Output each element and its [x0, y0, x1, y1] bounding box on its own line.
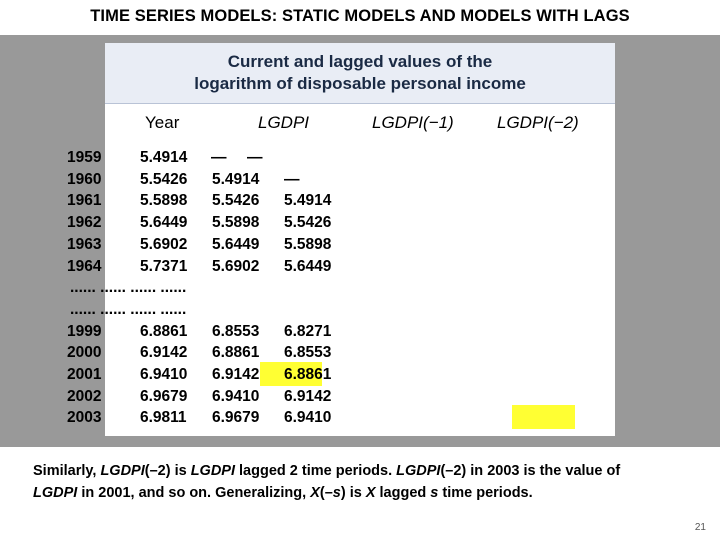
- cell-lag1: —: [211, 149, 227, 166]
- cell-lag2: 5.4914: [284, 192, 332, 210]
- cell-lag2: —: [284, 170, 300, 188]
- header-divider: [105, 103, 615, 104]
- cell-year: 1962: [67, 214, 102, 232]
- cell-year: 2001: [67, 366, 102, 383]
- caption-line-1: Similarly, LGDPI(–2) is LGDPI lagged 2 time periods. LGDPI(–2) in 2003 is the value of: [33, 463, 621, 479]
- table-title-line1: Current and lagged values of the: [227, 52, 493, 71]
- cell-lag2: 6.9410: [284, 409, 332, 427]
- cell-lgdpi: 6.9679: [140, 387, 188, 405]
- cell-lag1: 6.8553: [212, 322, 260, 340]
- caption: [33, 460, 693, 504]
- cell-lgdpi: 5.6902: [140, 235, 188, 253]
- cell-lag2: 6.8271: [284, 322, 332, 340]
- table-title-line2: logarithm of disposable personal income: [194, 74, 526, 93]
- cell-year: 2000: [67, 344, 102, 362]
- table-header-area: [105, 43, 615, 103]
- column-header-lgdpi-lag2: LGDPI(−2): [497, 113, 579, 132]
- cell-lag1: 6.9142: [212, 366, 260, 383]
- cell-lag1: 6.9679: [212, 409, 260, 427]
- slide-title: TIME SERIES MODELS: STATIC MODELS AND MODELS WITH LAGS: [90, 7, 630, 25]
- cell-lag1: 5.4914: [212, 170, 260, 188]
- ellipsis-text: ...... ...... ...... ......: [70, 300, 187, 318]
- cell-year: 1963: [67, 235, 102, 253]
- cell-year: 2002: [67, 387, 102, 405]
- cell-lgdpi: 5.5898: [140, 192, 188, 210]
- cell-lgdpi: 6.8861: [140, 322, 188, 340]
- cell-year: 1959: [67, 149, 102, 166]
- cell-lag2: 5.5426: [284, 214, 332, 232]
- cell-lgdpi: 6.9142: [140, 344, 188, 362]
- column-header-year: Year: [145, 113, 180, 132]
- cell-year: 1960: [67, 170, 102, 188]
- cell-year: 2003: [67, 409, 102, 427]
- cell-lgdpi: 5.4914: [140, 149, 188, 166]
- cell-lgdpi: 6.9811: [140, 409, 187, 427]
- cell-lag1: 5.6902: [212, 257, 260, 275]
- cell-year: 1961: [67, 192, 102, 210]
- column-header-lgdpi-lag1: LGDPI(−1): [372, 113, 454, 132]
- cell-lag2: 6.8553: [284, 344, 332, 362]
- cell-lag1: 6.9410: [212, 387, 260, 405]
- ellipsis-text: ...... ...... ...... ......: [70, 279, 187, 297]
- cell-year: 1999: [67, 322, 102, 340]
- cell-lag2: 6.9142: [284, 387, 332, 405]
- cell-lag2: 5.6449: [284, 257, 332, 275]
- column-header-lgdpi: LGDPI: [258, 113, 310, 132]
- cell-lag2: 6.8861: [284, 366, 332, 383]
- highlight-2003-lag2-empty: [512, 405, 575, 429]
- page-number: 21: [694, 522, 706, 533]
- cell-lgdpi: 6.9410: [140, 366, 188, 383]
- cell-lag2: 5.5898: [284, 235, 332, 253]
- cell-year: 1964: [67, 257, 102, 275]
- cell-lgdpi: 5.5426: [140, 170, 188, 188]
- cell-lag1: 5.5426: [212, 192, 260, 210]
- title-bar: [0, 0, 720, 35]
- cell-lgdpi: 5.7371: [140, 257, 188, 275]
- caption-line-2: LGDPI in 2001, and so on. Generalizing, X(–s) is X lagged s time periods.: [33, 485, 533, 501]
- cell-lag1: 5.5898: [212, 214, 260, 232]
- cell-lag2: —: [247, 149, 263, 166]
- cell-lgdpi: 5.6449: [140, 214, 188, 232]
- cell-lag1: 5.6449: [212, 235, 260, 253]
- cell-lag1: 6.8861: [212, 344, 260, 362]
